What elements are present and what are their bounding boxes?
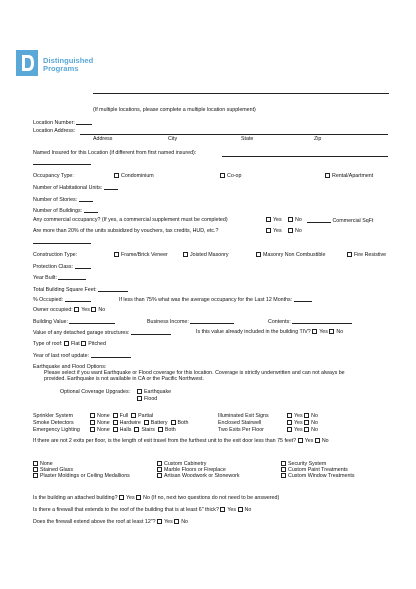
exit-signs-label: Illuminated Exit Signs [218, 413, 269, 419]
upgrades-label: Optional Coverage Upgrades: [60, 389, 131, 395]
roof-type-label: Type of roof: Flat Pitched [33, 341, 106, 347]
smoke-label: Smoke Detectors [33, 420, 74, 426]
checkbox-icon[interactable] [266, 228, 271, 233]
checkbox-icon[interactable] [304, 427, 309, 432]
named-insured-field-2[interactable] [33, 164, 91, 165]
exit-signs-options: Yes No [287, 413, 318, 419]
buildings-label: Number of Buildings: [33, 207, 98, 214]
commercial-yes[interactable]: Yes [266, 217, 282, 223]
checkbox-icon[interactable] [119, 495, 124, 500]
feature-cabinetry[interactable]: Custom Cabinetry [157, 461, 240, 467]
feature-col-1 [33, 461, 130, 479]
habitational-units-field[interactable] [104, 184, 118, 190]
sprinkler-label: Sprinkler System [33, 413, 74, 419]
stories-field[interactable] [79, 196, 93, 202]
named-insured-label: Named Insured for this Location (if different from first named insured): [33, 150, 197, 156]
eq-title: Earthquake and Flood Options: [33, 364, 107, 370]
feature-col-2 [157, 461, 240, 479]
checkbox-icon[interactable] [329, 329, 334, 334]
checkbox-icon[interactable] [325, 173, 330, 178]
checkbox-icon[interactable] [113, 427, 118, 432]
subsidized-yes[interactable]: Yes [266, 228, 282, 234]
smoke-options: None Hardwire Battery Both [90, 420, 188, 426]
address-col-city: City [168, 136, 178, 142]
detached-question: Is this value already included in the building TIV? Yes No [196, 329, 344, 335]
checkbox-icon[interactable] [33, 461, 38, 466]
checkbox-icon[interactable] [90, 420, 95, 425]
checkbox-icon[interactable] [90, 413, 95, 418]
checkbox-icon[interactable] [113, 413, 118, 418]
checkbox-icon[interactable] [220, 173, 225, 178]
eq-note-1: Please select if you want Earthquake or Flood coverage for this location. Coverage is strictly underwritten and can not always be [44, 370, 345, 376]
sqft-field[interactable] [98, 286, 128, 292]
stairwell-label: Enclosed Stairwell [218, 420, 262, 426]
business-income-field[interactable] [190, 318, 234, 324]
address-col-zip: Zip [314, 136, 322, 142]
checkbox-icon[interactable] [158, 427, 163, 432]
firewall-extend-question: Does the firewall extend above the roof at least 12"? Yes No [33, 519, 189, 525]
building-value-label: Building Value: [33, 318, 115, 325]
occupancy-coop[interactable]: Co-op [220, 173, 241, 179]
commercial-sqft: Commercial SqFt [307, 217, 373, 224]
commercial-no[interactable]: No [288, 217, 302, 223]
occupancy-label: Occupancy Type: [33, 173, 74, 179]
checkbox-icon[interactable] [287, 413, 292, 418]
construction-joisted[interactable]: Joisted Masonry [183, 252, 229, 258]
section-rule [33, 243, 91, 244]
checkbox-icon[interactable] [114, 252, 119, 257]
checkbox-icon[interactable] [315, 438, 320, 443]
location-number-field[interactable] [76, 119, 92, 125]
year-built-label: Year Built: [33, 274, 86, 281]
checkbox-icon[interactable] [157, 473, 162, 478]
checkbox-icon[interactable] [304, 420, 309, 425]
location-address-label: Location Address: [33, 128, 76, 134]
business-income-label: Business Income: [147, 318, 234, 325]
address-line[interactable] [80, 134, 388, 135]
checkbox-icon[interactable] [137, 396, 142, 401]
occupancy-rental[interactable]: Rental/Apartment [325, 173, 373, 179]
checkbox-icon[interactable] [281, 473, 286, 478]
named-insured-field[interactable] [222, 156, 388, 157]
logo-line-2: Programs [43, 64, 79, 73]
checkbox-icon[interactable] [288, 217, 293, 222]
feature-col-3 [281, 461, 355, 479]
commercial-question: Any commercial occupancy? (If yes, a commercial supplement must be completed) [33, 217, 228, 223]
feature-artisan[interactable]: Artisan Woodwork or Stonework [157, 473, 240, 479]
buildings-field[interactable] [84, 207, 98, 213]
checkbox-icon[interactable] [33, 467, 38, 472]
building-value-field[interactable] [69, 318, 115, 324]
checkbox-icon[interactable] [347, 252, 352, 257]
occupancy-condominium[interactable]: Condominium [114, 173, 154, 179]
two-exits-options: Yes No [287, 427, 318, 433]
avg-occupancy-field[interactable] [294, 296, 312, 302]
checkbox-icon[interactable] [157, 461, 162, 466]
occupied-note: If less than 75% what was the average occupancy for the Last 12 Months: [119, 296, 312, 303]
checkbox-icon[interactable] [304, 413, 309, 418]
two-exits-label: Two Exits Per Floor [218, 427, 264, 433]
contents-field[interactable] [292, 318, 352, 324]
checkbox-icon[interactable] [74, 307, 79, 312]
checkbox-icon[interactable] [281, 467, 286, 472]
checkbox-icon[interactable] [114, 173, 119, 178]
exits-question: If there are not 2 exits per floor, is the length of exit travel from the furthest unit to the exit door less than 75 feet? Yes No [33, 438, 329, 444]
firewall-question: Is there a firewall that extends to the roof of the building that is at least 6" thick? Yes No [33, 507, 252, 513]
checkbox-icon[interactable] [298, 438, 303, 443]
multi-location-note: (If multiple locations, please complete a multiple location supplement) [93, 107, 256, 113]
emergency-lighting-options: None Halls Stairs Both [90, 427, 176, 433]
checkbox-icon[interactable] [157, 467, 162, 472]
checkbox-icon[interactable] [281, 461, 286, 466]
checkbox-icon[interactable] [287, 427, 292, 432]
upgrade-earthquake[interactable]: Earthquake [137, 389, 171, 395]
checkbox-icon[interactable] [183, 252, 188, 257]
subsidized-question: Are more than 20% of the units subsidized by vouchers, tax credits, HUD, etc.? [33, 228, 219, 234]
logo-mark-icon [14, 48, 40, 78]
checkbox-icon[interactable] [131, 413, 136, 418]
checkbox-icon[interactable] [64, 341, 69, 346]
eq-note-2: provided. Earthquake is not available in CA or the Pacific Northwest. [44, 376, 204, 382]
occupied-label: % Occupied: [33, 296, 91, 303]
checkbox-icon[interactable] [157, 519, 162, 524]
checkbox-icon[interactable] [90, 427, 95, 432]
subsidized-no[interactable]: No [288, 228, 302, 234]
checkbox-icon[interactable] [256, 252, 261, 257]
top-rule [93, 93, 389, 94]
checkbox-icon[interactable] [287, 420, 292, 425]
owner-occupied-label: Owner occupied: Yes No [33, 307, 106, 313]
checkbox-icon[interactable] [288, 228, 293, 233]
checkbox-icon[interactable] [134, 427, 139, 432]
checkbox-icon[interactable] [144, 420, 149, 425]
construction-label: Construction Type: [33, 252, 78, 258]
roof-update-label: Year of last roof update: [33, 352, 131, 359]
location-number-label: Location Number: [33, 119, 92, 126]
checkbox-icon[interactable] [266, 217, 271, 222]
protection-class-field[interactable] [75, 263, 91, 269]
checkbox-icon[interactable] [91, 307, 96, 312]
checkbox-icon[interactable] [137, 389, 142, 394]
protection-class-label: Protection Class: [33, 263, 91, 270]
feature-security[interactable]: Security System [281, 461, 355, 467]
checkbox-icon[interactable] [220, 507, 225, 512]
checkbox-icon[interactable] [174, 519, 179, 524]
logo-text [43, 57, 93, 73]
construction-frame[interactable]: Frame/Brick Veneer [114, 252, 168, 258]
checkbox-icon[interactable] [81, 341, 86, 346]
detached-label: Value of any detached garage structures: [33, 329, 171, 336]
emergency-lighting-label: Emergency Lighting [33, 427, 80, 433]
roof-update-field[interactable] [91, 352, 131, 358]
address-col-address: Address [93, 136, 113, 142]
year-built-field[interactable] [58, 274, 86, 280]
checkbox-icon[interactable] [238, 507, 243, 512]
contents-label: Contents: [268, 318, 352, 325]
address-col-state: State [241, 136, 254, 142]
construction-fire-resistive[interactable]: Fire Resistive [347, 252, 386, 258]
feature-window[interactable]: Custom Window Treatments [281, 473, 355, 479]
feature-paint[interactable]: Custom Paint Treatments [281, 467, 355, 473]
logo-line-1: Distinguished [43, 56, 94, 65]
feature-none[interactable]: None [33, 461, 130, 467]
detached-field[interactable] [131, 329, 171, 335]
stories-label: Number of Stories: [33, 196, 93, 203]
checkbox-icon[interactable] [113, 420, 118, 425]
sprinkler-options: None Full Partial [90, 413, 153, 419]
checkbox-icon[interactable] [171, 420, 176, 425]
sqft-label: Total Building Square Feet: [33, 286, 128, 293]
feature-stained-glass[interactable]: Stained Glass [33, 467, 130, 473]
commercial-sqft-field[interactable] [307, 217, 331, 223]
checkbox-icon[interactable] [33, 473, 38, 478]
feature-marble[interactable]: Marble Floors or Fireplace [157, 467, 240, 473]
checkbox-icon[interactable] [312, 329, 317, 334]
upgrade-flood[interactable]: Flood [137, 396, 157, 402]
habitational-units-label: Number of Habitational Units: [33, 184, 118, 191]
attached-question: Is the building an attached building? Yes No (If no, next two questions do not need to be answered) [33, 495, 280, 501]
stairwell-options: Yes No [287, 420, 318, 426]
occupied-field[interactable] [65, 296, 91, 302]
construction-masonry[interactable]: Masonry Non Combustible [256, 252, 325, 258]
feature-plaster[interactable]: Plaster Moldings or Ceiling Medallions [33, 473, 130, 479]
checkbox-icon[interactable] [136, 495, 141, 500]
